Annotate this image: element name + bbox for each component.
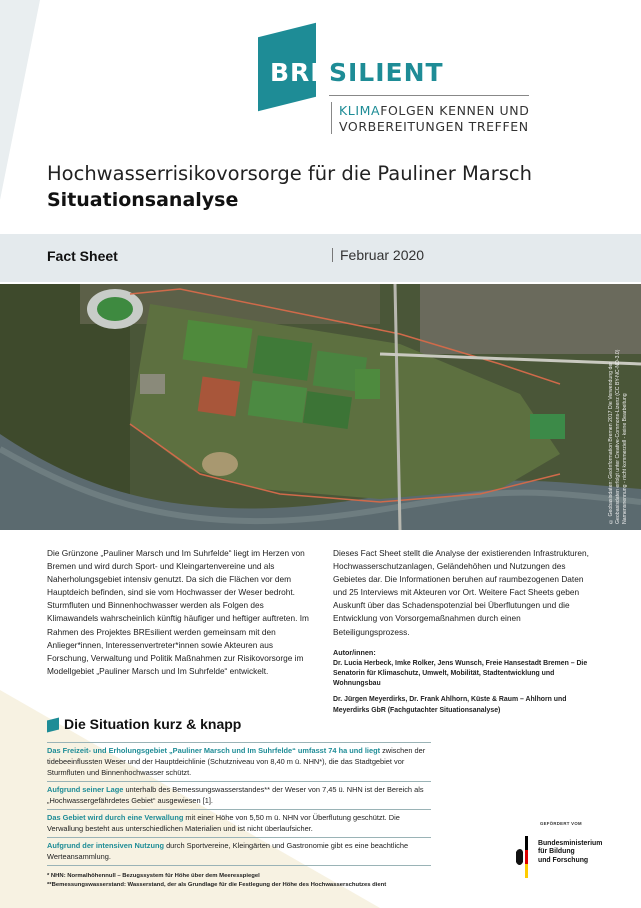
fact-sheet-description: Dieses Fact Sheet stellt die Analyse der existierenden Infrastrukturen, Hochwasserschutzanlagen, Geländehöhen und Nutzungen des Gebietes dar. Die Informationen beruhen auf raumbezogenen Daten und 25 Interviews mit Akteuren vor Ort. Weitere Fact Sheets geben Auskunft über das Schadenspotenzial bei Überflutungen und die Entwicklung von Vorsorgemaßnahmen durch einen Beteiligungsprozess. [333, 548, 589, 637]
aerial-photo-illustration [0, 284, 641, 530]
authors-heading: Autor/innen: [333, 647, 376, 657]
situation-item: Das Gebiet wird durch eine Verwallung mit einer Höhe von 5,50 m ü. NHN vor Überflutung geschützt. Die Verwallung besteht aus unterschiedlichen Materialien und ist nicht überlaufsicher. [47, 809, 431, 837]
logo-divider [329, 95, 529, 96]
situation-list [47, 742, 431, 866]
footnote-nhn: * NHN: Normalhöhennull – Bezugssystem für Höhe über dem Meeresspiegel [47, 873, 260, 879]
intro-right-column [333, 547, 595, 716]
fact-band-separator [332, 248, 333, 262]
situation-item: Das Freizeit- und Erholungsgebiet „Pauliner Marsch und Im Suhrfelde“ umfasst 74 ha und liegt zwischen der tidebeeinflussten Weser und der Hauptdeichlinie (Schutzniveau von 8,40 m ü. NHN*), die das Stadtgebiet vor Sturmfluten und Binnenhochwasser schützt. [47, 742, 431, 781]
authors-group-2: Dr. Jürgen Meyerdirks, Dr. Frank Ahlhorn, Küste & Raum – Ahlhorn und Meyerdirks GbR (Fachgutachter Situationsanalyse) [333, 696, 567, 714]
logo-text-silient: SILIENT [329, 58, 444, 87]
document-subtitle: Situationsanalyse [47, 189, 239, 211]
ministry-name: Bundesministerium für Bildung und Forschung [538, 840, 603, 864]
funding-label: GEFÖRDERT VOM [540, 821, 582, 826]
situation-heading: Die Situation kurz & knapp [64, 716, 242, 732]
fact-sheet-label: Fact Sheet [47, 248, 118, 264]
background-shape-top-left [0, 0, 40, 200]
footnote-bemessung: **Bemessungswasserstand: Wasserstand, der als Grundlage für die Festlegung der Höhe des Hochwasserschutzes dient [47, 882, 387, 888]
footnotes [47, 872, 386, 890]
intro-left-column [47, 547, 309, 678]
image-credit: © Geobasisdaten: GeoInformation Bremen 2017 Die Verwendung der Geobasisdaten erfolgt unter Creative-Commons-Lizenz (CC BY-NC-ND-3.0) Namensnennung - nicht kommerziell - keine Bearbeitung [608, 349, 628, 524]
logo-tagline-line-2: VORBEREITUNGEN TREFFEN [339, 119, 529, 134]
situation-item: Aufgrund der intensiven Nutzung durch Sportvereine, Kleingärten und Gastronomie gibt es eine beachtliche Werteansammlung. [47, 837, 431, 866]
document-title: Hochwasserrisikovorsorge für die Pauliner Marsch [47, 162, 532, 185]
intro-paragraph: Die Grünzone „Pauliner Marsch und Im Suhrfelde“ liegt im Herzen von Bremen und wird durch Sport- und Kleingartenvereine und als Naherholungsgebiet intensiv genutzt. Da sich die Flächen vor dem Hauptdeich befinden, sind sie vom Hochwasser der Weser bedroht. Sturmfluten und Binnenhochwasser werden als Folgen des Klimawandels wahrscheinlich künftig häufiger und heftiger auftreten. Im Rahmen des Projektes BREsilient werden gemeinsam mit den Anlieger*innen, Interessenvertreter*innen sowie Akteuren aus Forschung, Verwaltung und Politik Maßnahmen zur Risikovorsorge im Modellgebiet „Pauliner Marsch und Im Suhrfelde“ entwickelt. [47, 548, 309, 676]
logo-text-bre: BRE [270, 58, 329, 87]
authors-group-1: Dr. Lucia Herbeck, Imke Rolker, Jens Wunsch, Freie Hansestadt Bremen – Die Senatorin für Klimaschutz, Umwelt, Mobilität, Stadtentwicklung und Wohnungsbau [333, 659, 588, 688]
logo-vertical-divider [331, 102, 332, 134]
aerial-photo [0, 284, 641, 530]
federal-eagle-icon [515, 836, 535, 880]
logo-tagline-line-1: KLIMAFOLGEN KENNEN UND [339, 103, 530, 118]
fact-sheet-date: Februar 2020 [340, 247, 425, 263]
situation-item: Aufgrund seiner Lage unterhalb des Bemessungswasserstandes** der Weser von 7,45 ü. NHN ist der Bereich als „Hochwassergefährdetes Gebiet“ ausgewiesen [1]. [47, 781, 431, 809]
